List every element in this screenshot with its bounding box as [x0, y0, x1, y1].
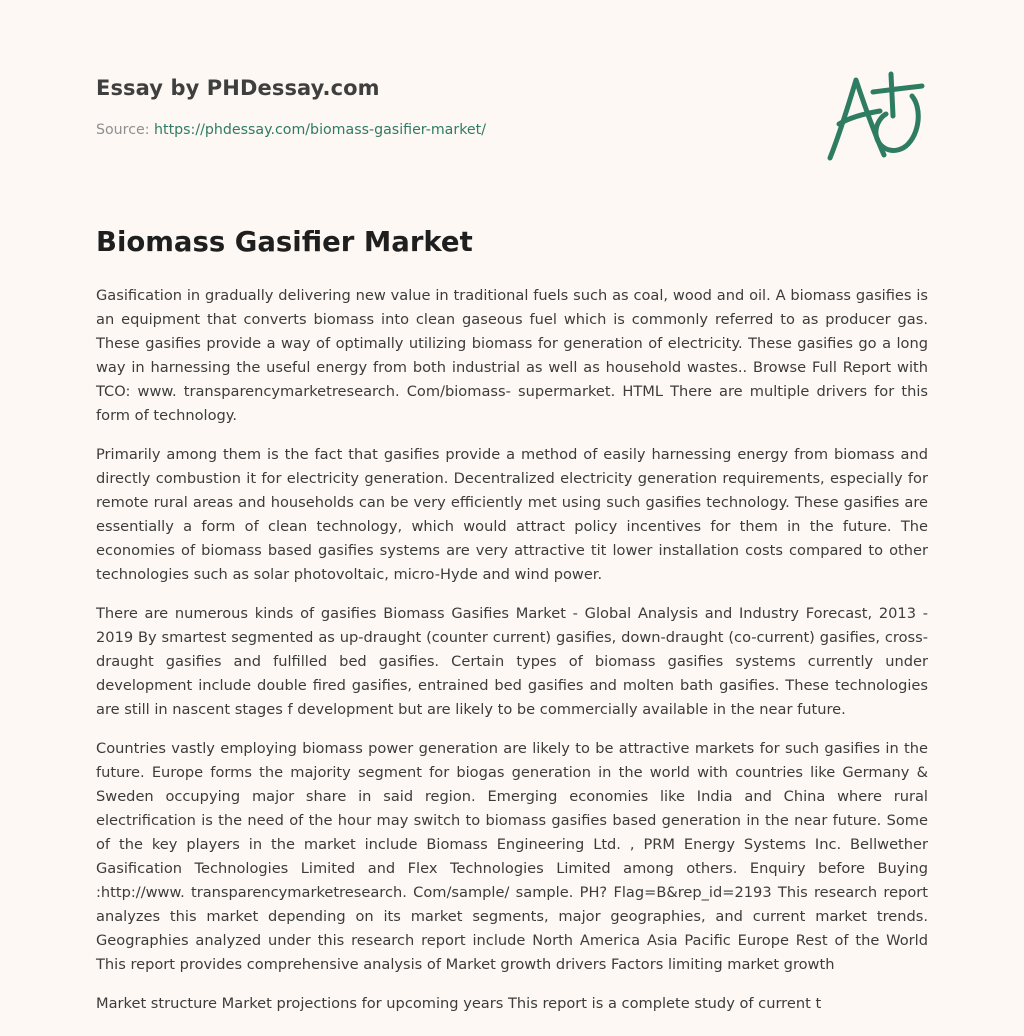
essay-body — [96, 284, 928, 1031]
essay-paragraph: Countries vastly employing biomass power generation are likely to be attractive markets for such gasifies in the future. Europe forms the majority segment for biogas generation in the world with countries like Germany & Sweden occupying major share in said region. Emerging economies like India and China where rural electrification is the need of the hour may switch to biomass gasifies based generation in the near future. Some of the key players in the market include Biomass Engineering Ltd. , PRM Energy Systems Inc. Bellwether Gasification Technologies Limited and Flex Technologies Limited among others. Enquiry before Buying :http://www. transparencymarketresearch. Com/sample/ sample. PH? Flag=B&rep_id=2193 This research report analyzes this market depending on its market segments, major geographies, and current market trends. Geographies analyzed under this research report include North America Asia Pacific Europe Rest of the World This report provides comprehensive analysis of Market growth drivers Factors limiting market growth — [96, 740, 928, 973]
site-brand: Essay by PHDessay.com — [96, 76, 380, 100]
source-label: Source: — [96, 122, 150, 138]
essay-paragraph: Primarily among them is the fact that gasifies provide a method of easily harnessing energy from biomass and directly combustion it for electricity generation. Decentralized electricity generation requirements, especially for remote rural areas and households can be very efficiently met using such gasifies technology. These gasifies are essentially a form of clean technology, which would attract policy incentives for them in the future. The economies of biomass based gasifies systems are very attractive tit lower installation costs compared to other technologies such as solar photovoltaic, micro-Hyde and wind power. — [96, 446, 928, 583]
source-line — [96, 122, 796, 138]
essay-header — [96, 76, 796, 138]
essay-paragraph: There are numerous kinds of gasifies Biomass Gasifies Market - Global Analysis and Industry Forecast, 2013 - 2019 By smartest segmented as up-draught (counter current) gasifies, down-draught (co-current) gasifies, cross-draught gasifies and fulfilled bed gasifies. Certain types of biomass gasifies systems currently under development include double fired gasifies, entrained bed gasifies and molten bath gasifies. These technologies are still in nascent stages f development but are likely to be commercially available in the near future. — [96, 605, 928, 718]
essay-paragraph: Gasification in gradually delivering new value in traditional fuels such as coal, wood and oil. A biomass gasifies is an equipment that converts biomass into clean gaseous fuel which is commonly referred to as producer gas. These gasifies provide a way of optimally utilizing biomass for generation of electricity. These gasifies go a long way in harnessing the useful energy from both industrial as well as household wastes.. Browse Full Report with TCO: www. transparencymarketresearch. Com/biomass- supermarket. HTML There are multiple drivers for this form of technology. — [96, 287, 928, 424]
a-plus-logo-icon — [822, 66, 928, 166]
essay-title: Biomass Gasifier Market — [96, 226, 473, 258]
source-link[interactable]: https://phdessay.com/biomass-gasifier-market/ — [154, 122, 486, 138]
essay-paragraph: Market structure Market projections for upcoming years This report is a complete study of current t — [96, 995, 822, 1012]
